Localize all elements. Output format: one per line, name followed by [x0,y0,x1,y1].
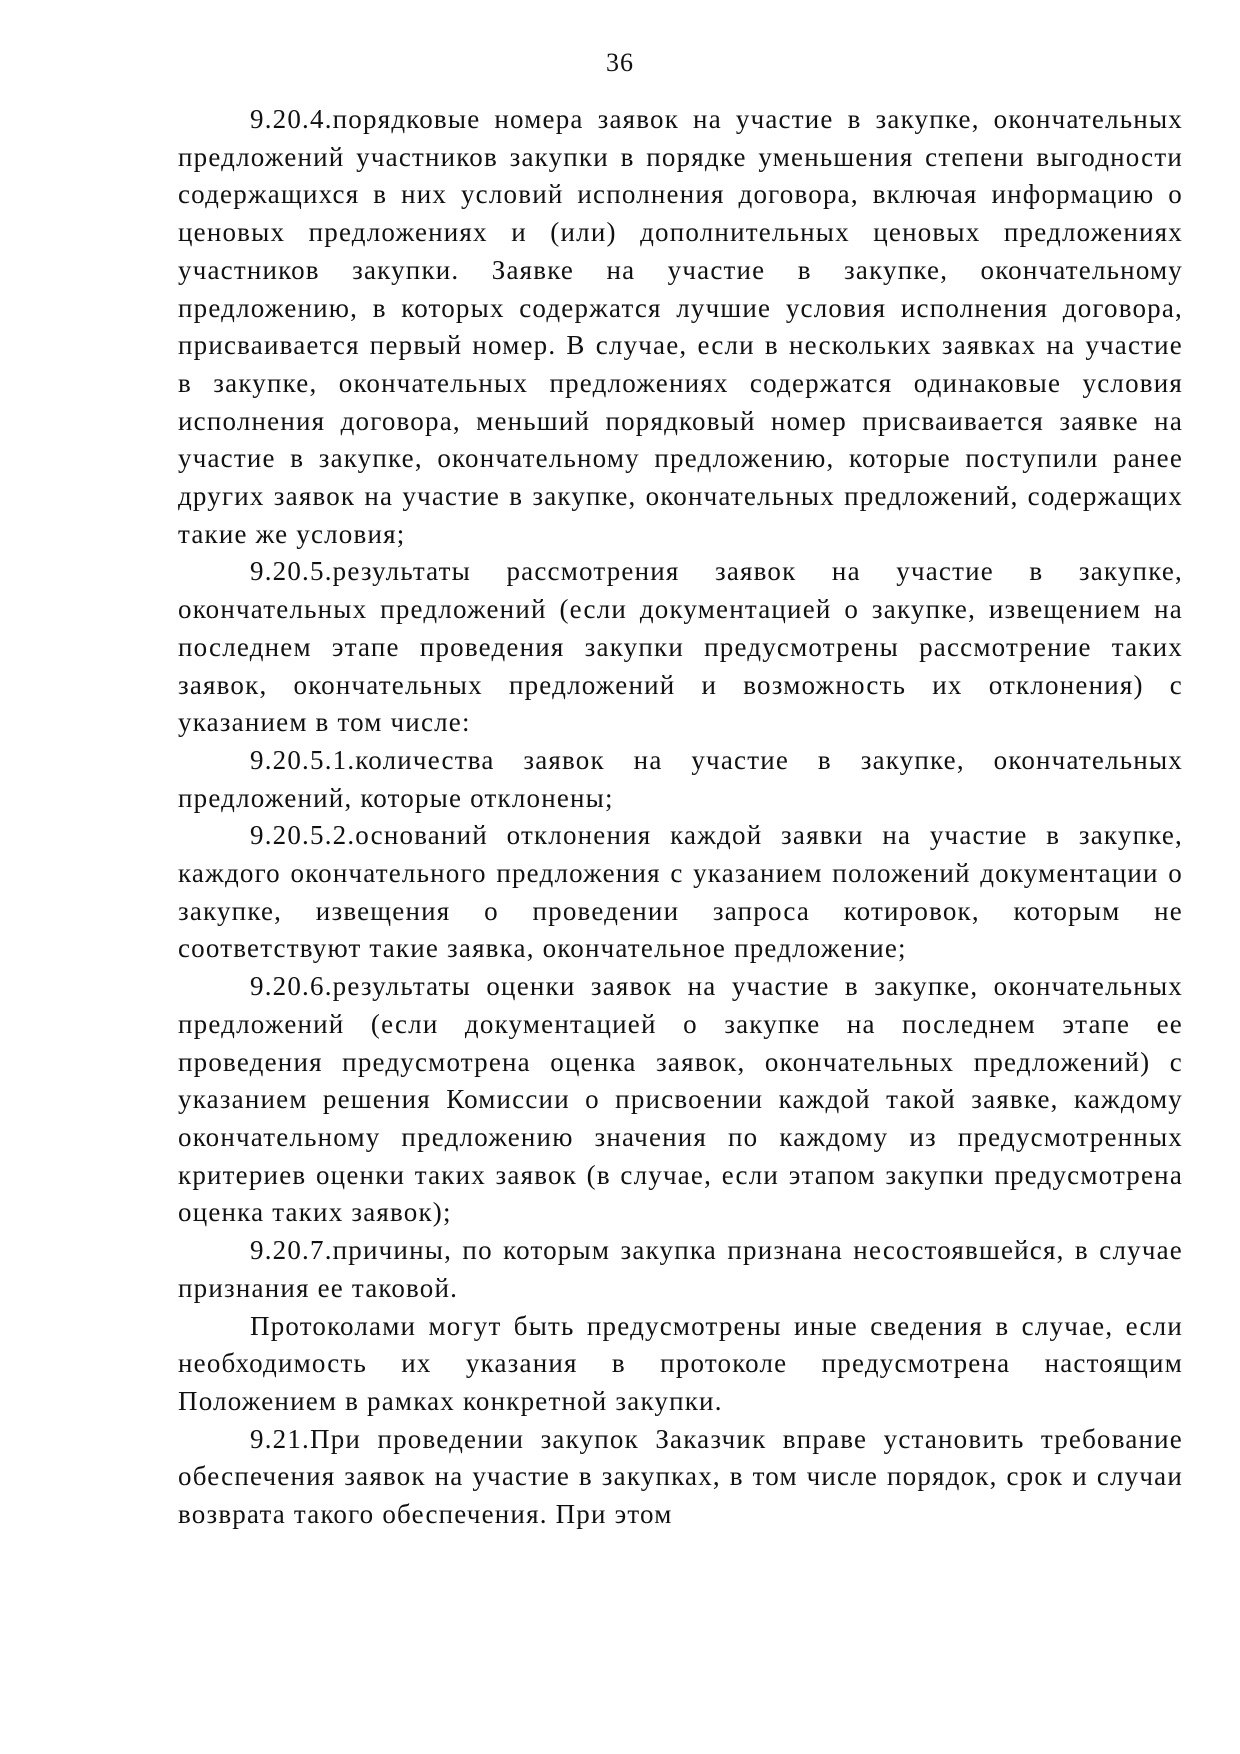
document-body [178,101,1183,1534]
paragraph-9-20-7: 9.20.7.причины, по которым закупка признана несостоявшейся, в случае признания ее таковой. [178,1235,1183,1303]
paragraph-9-20-5-1: 9.20.5.1.количества заявок на участие в закупке, окончательных предложений, которые отклонены; [178,744,1183,813]
paragraph-9-20-6: 9.20.6.результаты оценки заявок на участие в закупке, окончательных предложений (если документацией о закупке на последнем этапе ее проведения предусмотрена оценка заявок, окончательных предложений) с указанием решения Комиссии о присвоении каждой такой заявке, каждому окончательному предложению значения по каждому из предусмотренных критериев оценки таких заявок (в случае, если этапом закупки предусмотрена оценка таких заявок); [178,971,1183,1228]
paragraph-9-21: 9.21.При проведении закупок Заказчик вправе установить требование обеспечения заявок на участие в закупках, в том числе порядок, срок и случаи возврата такого обеспечения. При этом [178,1423,1183,1530]
paragraph-9-20-5: 9.20.5.результаты рассмотрения заявок на участие в закупке, окончательных предложений (если документацией о закупке, извещением на последнем этапе проведения закупки предусмотрены рассмотрение таких заявок, окончательных предложений и возможность их отклонения) с указанием в том числе: [178,556,1183,738]
paragraph-9-20-5-2: 9.20.5.2.оснований отклонения каждой заявки на участие в закупке, каждого окончательного предложения с указанием положений документации о закупке, извещения о проведении запроса котировок, которым не соответствуют такие заявка, окончательное предложение; [178,820,1183,964]
paragraph-protocols-note: Протоколами могут быть предусмотрены иные сведения в случае, если необходимость их указания в протоколе предусмотрена настоящим Положением в рамках конкретной закупки. [178,1310,1183,1416]
page-number: 36 [606,48,634,77]
paragraph-9-20-4: 9.20.4.порядковые номера заявок на участие в закупке, окончательных предложений участников закупки в порядке уменьшения степени выгодности содержащихся в них условий исполнения договора, включая информацию о ценовых предложениях и (или) дополнительных ценовых предложениях участников закупки. Заявке на участие в закупке, окончательному предложению, в которых содержатся лучшие условия исполнения договора, присваивается первый номер. В случае, если в нескольких заявках на участие в закупке, окончательных предложениях содержатся одинаковые условия исполнения договора, меньший порядковый номер присваивается заявке на участие в закупке, окончательному предложению, которые поступили ранее других заявок на участие в закупке, окончательных предложений, содержащих такие же условия; [178,104,1183,549]
